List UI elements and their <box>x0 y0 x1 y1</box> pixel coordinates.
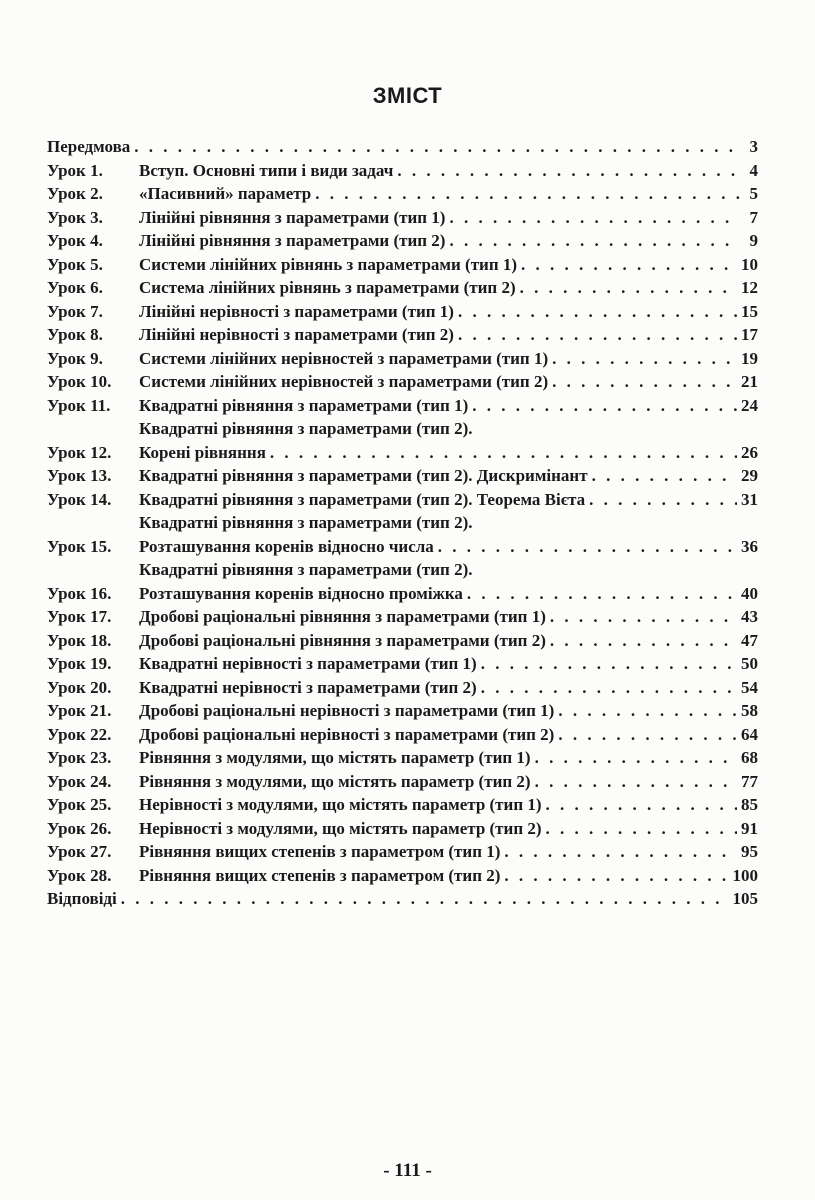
toc-entry-title: Дробові раціональні нерівності з параметрами (тип 2) <box>139 724 555 744</box>
toc-entry-page: 77 <box>741 771 758 791</box>
toc-entry-label: Урок 12. <box>47 442 112 462</box>
toc-entry-title: Система лінійних рівнянь з параметрами (тип 2) <box>139 278 516 297</box>
toc-entry <box>47 511 758 558</box>
toc-entry-page: 5 <box>749 184 758 203</box>
toc-entry <box>47 746 758 770</box>
toc-entry-label: Урок 15. <box>47 536 112 556</box>
dot-leader <box>397 159 740 183</box>
toc-entry-page: 58 <box>741 701 758 720</box>
toc-entry-title: Нерівності з модулями, що містять параметр (тип 2) <box>139 818 542 838</box>
toc-entry-label: Урок 3. <box>47 207 103 227</box>
dot-leader <box>520 276 737 300</box>
toc-entry-page: 64 <box>741 724 758 744</box>
toc-entry-label: Урок 17. <box>47 607 112 626</box>
toc-entry <box>47 323 758 347</box>
toc-entry <box>47 676 758 700</box>
dot-leader <box>552 347 737 371</box>
toc-entry <box>47 159 758 183</box>
toc-entry-label: Урок 19. <box>47 654 112 673</box>
toc-entry-title: Дробові раціональні нерівності з параметрами (тип 1) <box>139 701 555 720</box>
dot-leader <box>535 770 737 794</box>
toc-entry-page: 7 <box>749 207 758 227</box>
toc-entry-title: Квадратні нерівності з параметрами (тип 2) <box>139 677 477 697</box>
toc-entry-title: Корені рівняння <box>139 442 266 462</box>
toc-entry-title: Квадратні нерівності з параметрами (тип 1) <box>139 654 477 673</box>
toc-entry-label: Урок 18. <box>47 630 112 650</box>
toc-entry-label: Урок 4. <box>47 231 103 250</box>
dot-leader <box>121 887 729 911</box>
toc-entry-label: Урок 26. <box>47 818 112 838</box>
toc-entry-title: Передмова <box>47 137 131 156</box>
toc-entry <box>47 276 758 300</box>
dot-leader <box>449 206 740 230</box>
toc-entry <box>47 793 758 817</box>
toc-entry-page: 10 <box>741 254 758 274</box>
toc-entry <box>47 864 758 888</box>
toc-entry-title: Системи лінійних рівнянь з параметрами (тип 1) <box>139 254 518 274</box>
toc-entry <box>47 417 758 464</box>
dot-leader <box>535 746 737 770</box>
toc-entry-page: 26 <box>741 442 758 462</box>
dot-leader <box>550 629 737 653</box>
dot-leader <box>504 864 728 888</box>
toc-entry-label: Урок 2. <box>47 184 103 203</box>
toc-entry <box>47 817 758 841</box>
dot-leader <box>552 370 737 394</box>
toc-entry-label: Урок 24. <box>47 771 112 791</box>
toc-entry-label: Урок 25. <box>47 795 112 814</box>
toc-entry-label: Урок 16. <box>47 583 112 603</box>
toc-entry-page: 9 <box>749 231 758 250</box>
dot-leader <box>558 723 737 747</box>
toc-entry-title: Лінійні нерівності з параметрами (тип 1) <box>139 301 454 321</box>
dot-leader <box>315 182 740 206</box>
dot-leader <box>546 793 737 817</box>
toc-entry-label: Урок 6. <box>47 278 103 297</box>
toc-entry-title: Лінійні рівняння з параметрами (тип 1) <box>139 207 446 227</box>
toc-entry-title: Квадратні рівняння з параметрами (тип 1) <box>139 395 469 415</box>
toc-entry <box>47 699 758 723</box>
toc-entry-title: Розташування коренів відносно проміжка <box>139 583 463 603</box>
toc-entry-title: Рівняння вищих степенів з параметром (тип 2) <box>139 865 501 885</box>
dot-leader <box>458 300 737 324</box>
toc-entry <box>47 229 758 253</box>
toc-entry <box>47 652 758 676</box>
page-title: ЗМІСТ <box>372 83 443 108</box>
toc-entry-title: Нерівності з модулями, що містять параметр (тип 1) <box>139 795 542 814</box>
toc-entry-page: 36 <box>741 536 758 556</box>
page-number: - 111 - <box>383 1160 432 1181</box>
toc-entry-page: 54 <box>741 677 758 697</box>
toc-entry-label: Урок 20. <box>47 677 112 697</box>
toc-entry-page: 4 <box>749 160 758 180</box>
dot-leader <box>467 582 737 606</box>
toc-entry-title: Квадратні рівняння з параметрами (тип 2). Теорема Вієта <box>139 489 586 509</box>
dot-leader <box>458 323 737 347</box>
toc-entry <box>47 135 758 159</box>
dot-leader <box>558 699 737 723</box>
toc-entry-label: Урок 8. <box>47 325 103 344</box>
toc-entry-page: 17 <box>741 325 758 344</box>
toc-entry <box>47 770 758 794</box>
dot-leader <box>270 441 737 465</box>
toc-entry-title: Відповіді <box>47 889 117 908</box>
toc-entry-page: 3 <box>749 137 758 156</box>
toc-entry <box>47 253 758 277</box>
toc-entry-page: 31 <box>741 489 758 509</box>
toc-entry <box>47 887 758 911</box>
dot-leader <box>481 676 737 700</box>
toc-entry-title: Квадратні рівняння з параметрами (тип 2). <box>139 560 473 579</box>
toc-entry <box>47 488 758 512</box>
dot-leader <box>546 817 737 841</box>
dot-leader <box>504 840 737 864</box>
toc-entry-page: 15 <box>741 301 758 321</box>
toc-entry <box>47 629 758 653</box>
toc-entry-title: Квадратні рівняння з параметрами (тип 2). Дискримінант <box>139 466 588 485</box>
toc-entry-page: 50 <box>741 654 758 673</box>
toc-entry-page: 47 <box>741 630 758 650</box>
toc-entry-page: 24 <box>741 395 758 415</box>
toc-entry-label: Урок 1. <box>47 160 103 180</box>
toc-entry-title: Системи лінійних нерівностей з параметрами (тип 1) <box>139 348 549 368</box>
toc-entry-title: Лінійні нерівності з параметрами (тип 2) <box>139 325 454 344</box>
table-of-contents <box>47 135 758 911</box>
toc-entry-title: Квадратні рівняння з параметрами (тип 2). <box>139 513 473 532</box>
toc-entry-title: Рівняння вищих степенів з параметром (тип 1) <box>139 842 501 861</box>
toc-entry-title: Рівняння з модулями, що містять параметр (тип 1) <box>139 748 531 767</box>
dot-leader <box>481 652 737 676</box>
toc-entry <box>47 347 758 371</box>
toc-entry-page: 85 <box>741 795 758 814</box>
toc-entry-title: Дробові раціональні рівняння з параметрами (тип 2) <box>139 630 546 650</box>
toc-entry-page: 100 <box>732 865 758 885</box>
toc-entry-label: Урок 5. <box>47 254 103 274</box>
toc-entry <box>47 394 758 418</box>
toc-entry <box>47 182 758 206</box>
toc-entry-label: Урок 13. <box>47 466 112 485</box>
toc-entry-page: 95 <box>741 842 758 861</box>
toc-entry-title: Лінійні рівняння з параметрами (тип 2) <box>139 231 446 250</box>
dot-leader <box>438 535 737 559</box>
toc-entry-label: Урок 23. <box>47 748 112 767</box>
toc-entry-page: 91 <box>741 818 758 838</box>
toc-entry-label: Урок 7. <box>47 301 103 321</box>
toc-entry-label: Урок 27. <box>47 842 112 861</box>
toc-entry-title: Системи лінійних нерівностей з параметрами (тип 2) <box>139 372 549 391</box>
toc-entry-label: Урок 21. <box>47 701 112 720</box>
toc-entry-label: Урок 22. <box>47 724 112 744</box>
toc-entry <box>47 723 758 747</box>
toc-entry-label: Урок 11. <box>47 395 111 415</box>
toc-entry <box>47 300 758 324</box>
toc-entry-page: 29 <box>741 466 758 485</box>
toc-entry-page: 40 <box>741 583 758 603</box>
toc-entry-label: Урок 28. <box>47 865 112 885</box>
toc-entry-title: Квадратні рівняння з параметрами (тип 2). <box>139 419 473 438</box>
toc-entry <box>47 840 758 864</box>
toc-entry-page: 68 <box>741 748 758 767</box>
toc-entry-title: Вступ. Основні типи і види задач <box>139 160 394 180</box>
toc-entry-page: 21 <box>741 372 758 391</box>
toc-entry-label: Урок 14. <box>47 489 112 509</box>
dot-leader <box>589 488 737 512</box>
dot-leader <box>550 605 737 629</box>
toc-entry <box>47 605 758 629</box>
dot-leader <box>449 229 740 253</box>
toc-entry-label: Урок 10. <box>47 372 112 391</box>
dot-leader <box>592 464 737 488</box>
toc-entry-title: Розташування коренів відносно числа <box>139 536 434 556</box>
toc-entry-title: Дробові раціональні рівняння з параметрами (тип 1) <box>139 607 546 626</box>
dot-leader <box>521 253 737 277</box>
toc-entry-title: «Пасивний» параметр <box>139 184 312 203</box>
toc-entry <box>47 370 758 394</box>
toc-entry-title: Рівняння з модулями, що містять параметр (тип 2) <box>139 771 531 791</box>
dot-leader <box>472 394 737 418</box>
toc-entry <box>47 558 758 605</box>
toc-entry <box>47 464 758 488</box>
toc-entry-label: Урок 9. <box>47 348 103 368</box>
toc-entry <box>47 206 758 230</box>
toc-entry-page: 12 <box>741 278 758 297</box>
toc-entry-page: 43 <box>741 607 758 626</box>
toc-entry-page: 19 <box>741 348 758 368</box>
toc-entry-page: 105 <box>732 889 758 908</box>
dot-leader <box>134 135 740 159</box>
